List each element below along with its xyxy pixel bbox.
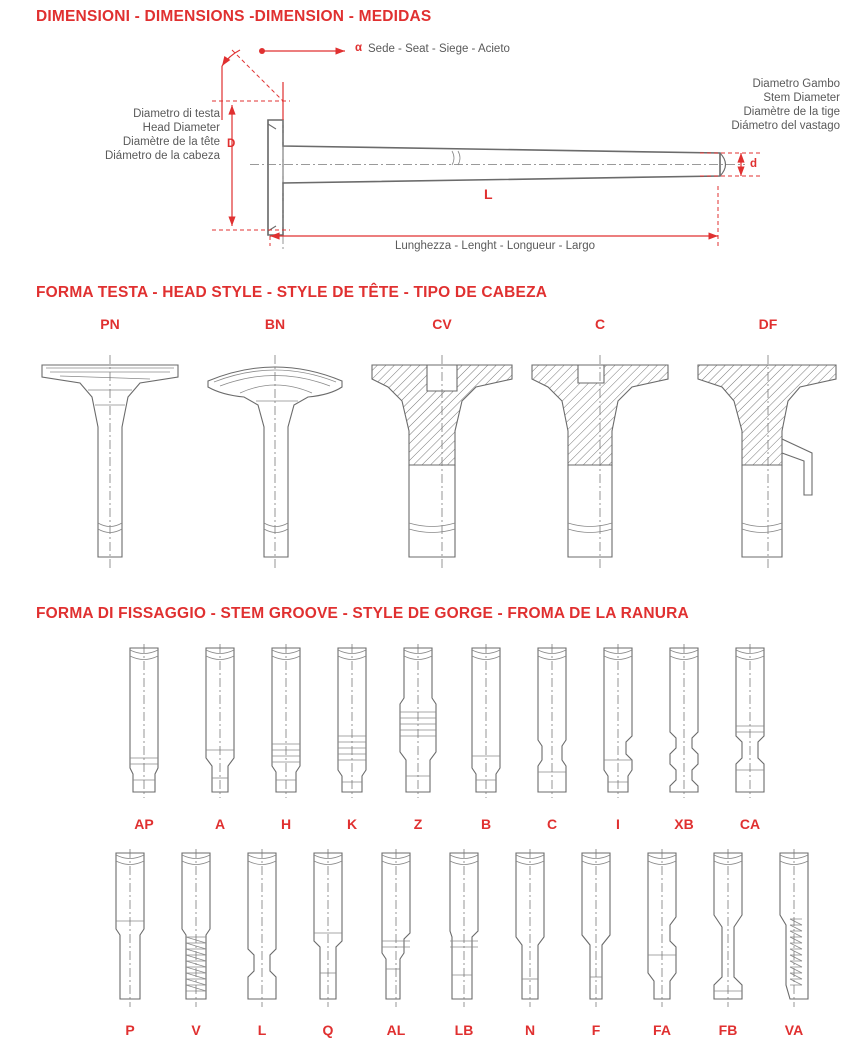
- head-style-code-df: DF: [758, 316, 778, 332]
- stem-groove-v-drawing: [182, 849, 210, 1007]
- stem-groove-xb-drawing: [670, 644, 698, 798]
- stem-groove-b-drawing: [472, 644, 500, 798]
- stem-groove-lb-drawing: [450, 849, 478, 1007]
- stem-groove-f-drawing: [582, 849, 610, 1007]
- stem-groove-code-b: B: [480, 816, 492, 832]
- stem-groove-code-lb: LB: [454, 1022, 474, 1038]
- stem-groove-q-drawing: [314, 849, 342, 1007]
- stem-groove-a-drawing: [206, 644, 234, 798]
- head-style-code-cv: CV: [432, 316, 452, 332]
- length-dimension: [270, 186, 718, 246]
- seat-angle-symbol: α: [355, 42, 363, 54]
- stem-groove-va-drawing: [780, 849, 808, 1007]
- head-style-pn-drawing: [42, 355, 178, 570]
- stem-diameter-label-en: Stem Diameter: [763, 92, 840, 104]
- stem-groove-code-i: I: [616, 816, 620, 832]
- stem-groove-ap-drawing: [130, 644, 158, 798]
- head-diameter-label-it: Diametro di testa: [133, 108, 220, 120]
- section-title-dimensions: DIMENSIONI - DIMENSIONS -DIMENSION - MEDIDAS: [36, 8, 432, 25]
- head-diameter-label-es: Diámetro de la cabeza: [104, 150, 220, 162]
- section-title-head-style: FORMA TESTA - HEAD STYLE - STYLE DE TÊTE - TIPO DE CABEZA: [36, 284, 548, 301]
- stem-groove-c-drawing: [538, 644, 566, 798]
- head-diameter-symbol: D: [227, 138, 236, 150]
- stem-groove-code-z: Z: [413, 816, 423, 832]
- stem-groove-code-n: N: [524, 1022, 536, 1038]
- head-diameter-label-en: Head Diameter: [142, 122, 220, 134]
- stem-diameter-label-fr: Diamètre de la tige: [743, 106, 840, 118]
- length-symbol: L: [484, 186, 493, 202]
- head-style-code-bn: BN: [264, 316, 286, 332]
- stem-groove-code-a: A: [214, 816, 226, 832]
- stem-groove-code-xb: XB: [674, 816, 694, 832]
- stem-groove-code-k: K: [346, 816, 358, 832]
- stem-groove-al-drawing: [382, 849, 410, 1007]
- stem-groove-code-fa: FA: [653, 1022, 671, 1038]
- head-style-c-drawing: [532, 355, 668, 570]
- stem-groove-p-drawing: [116, 849, 144, 1007]
- stem-groove-code-ap: AP: [134, 816, 154, 832]
- stem-groove-code-al: AL: [386, 1022, 406, 1038]
- stem-groove-code-c: C: [546, 816, 558, 832]
- section-title-stem-groove: FORMA DI FISSAGGIO - STEM GROOVE - STYLE DE GORGE - FROMA DE LA RANURA: [36, 605, 689, 622]
- head-style-cv-drawing: [372, 355, 512, 570]
- seat-angle-label: Sede - Seat - Siege - Acieto: [368, 43, 510, 55]
- stem-groove-z-drawing: [400, 644, 436, 798]
- stem-diameter-label-es: Diámetro del vastago: [731, 120, 840, 132]
- stem-groove-fb-drawing: [714, 849, 742, 1007]
- length-label: Lunghezza - Lenght - Longueur - Largo: [394, 240, 596, 252]
- head-style-df-drawing: [698, 355, 836, 570]
- stem-groove-code-p: P: [125, 1022, 135, 1038]
- stem-groove-code-q: Q: [322, 1022, 334, 1038]
- seat-angle-annotation: [222, 48, 345, 120]
- stem-groove-ca-drawing: [736, 644, 764, 798]
- stem-groove-i-drawing: [604, 644, 632, 798]
- stem-groove-k-drawing: [338, 644, 366, 798]
- stem-diameter-symbol: d: [750, 158, 758, 170]
- head-style-code-c: C: [594, 316, 606, 332]
- stem-groove-code-ca: CA: [739, 816, 761, 832]
- head-diameter-label-fr: Diamètre de la tête: [122, 136, 220, 148]
- stem-groove-drawings-row2: [0, 845, 860, 1025]
- stem-groove-code-fb: FB: [718, 1022, 738, 1038]
- stem-groove-code-h: H: [280, 816, 292, 832]
- head-style-bn-drawing: [208, 355, 342, 570]
- head-style-drawings: [0, 335, 860, 585]
- stem-groove-l-drawing: [248, 849, 276, 1007]
- stem-groove-code-l: L: [257, 1022, 267, 1038]
- stem-groove-fa-drawing: [648, 849, 676, 1007]
- stem-groove-code-va: VA: [784, 1022, 804, 1038]
- stem-groove-drawings-row1: [0, 640, 860, 820]
- stem-groove-code-f: F: [591, 1022, 601, 1038]
- stem-groove-n-drawing: [516, 849, 544, 1007]
- stem-groove-code-v: V: [191, 1022, 201, 1038]
- head-style-code-pn: PN: [100, 316, 120, 332]
- stem-diameter-label-it: Diametro Gambo: [752, 78, 840, 90]
- stem-groove-h-drawing: [272, 644, 300, 798]
